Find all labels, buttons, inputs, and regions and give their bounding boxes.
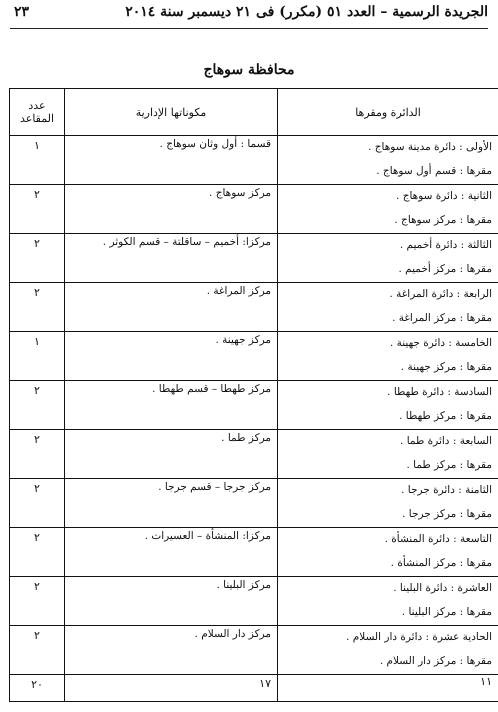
district-name: الحادية عشرة : دائرة دار السلام . [346,631,492,643]
table-row [10,381,498,430]
district-cell [278,136,498,185]
table-row [10,234,498,283]
district-seat: مقرها : مركز أخميم . [398,263,492,275]
district-name: السادسة : دائرة طهطا . [387,386,492,398]
district-seat: مقرها : مركز البلينا . [401,606,492,618]
components-cell: مركز طهطا – قسم طهطا . [65,381,278,430]
components-cell: مركزا: أخميم – ساقلتة – قسم الكوثر . [65,234,278,283]
district-name: السابعة : دائرة طما . [400,435,492,447]
table-row [10,528,498,577]
district-seat: مقرها : مركز جهينة . [400,361,492,373]
components-cell: مركزا: المنشأة – العسيرات . [65,528,278,577]
seats-cell: ٢ [10,626,65,675]
district-seat: مقرها : قسم أول سوهاج . [376,165,492,177]
district-name: الخامسة : دائرة جهينة . [389,337,492,349]
components-cell: مركز جهينة . [65,332,278,381]
section-title: محافظة سوهاج [203,62,295,78]
district-seat: مقرها : مركز دار السلام . [379,655,492,667]
district-cell [278,528,498,577]
district-seat: مقرها : مركز سوهاج . [394,214,492,226]
district-seat: مقرها : مركز جرجا . [402,508,492,520]
seats-cell: ١ [10,136,65,185]
gazette-title: الجريدة الرسمية – العدد ٥١ (مكرر) فى ٢١ ديسمبر سنة ٢٠١٤ [125,4,488,20]
district-name: الثالثة : دائرة أخميم . [399,239,492,251]
district-name: التاسعة : دائرة المنشأة . [384,533,492,545]
district-cell [278,577,498,626]
page-number: ٢٣ [14,4,30,20]
total-components: ١٧ [65,675,278,702]
components-cell: مركز المراغة . [65,283,278,332]
page-header [10,0,488,26]
total-seats: ٢٠ [10,675,65,702]
district-cell [278,479,498,528]
district-cell [278,381,498,430]
components-cell: مركز سوهاج . [65,185,278,234]
district-name: الثانية : دائرة سوهاج . [396,190,492,202]
district-seat: مقرها : مركز طهطا . [399,410,492,422]
district-seat: مقرها : مركز المراغة . [392,312,492,324]
table-row [10,479,498,528]
table-row [10,185,498,234]
district-name: الثامنة : دائرة جرجا . [401,484,492,496]
district-cell [278,234,498,283]
seats-cell: ٢ [10,234,65,283]
district-cell [278,430,498,479]
totals-row [10,675,498,702]
column-header-components: مكوناتها الإدارية [65,89,278,136]
components-cell: مركز جرجا – قسم جرجا . [65,479,278,528]
district-cell [278,626,498,675]
header-divider [10,28,488,29]
district-name: الرابعة : دائرة المراغة . [389,288,492,300]
district-cell [278,332,498,381]
column-header-district: الدائرة ومقرها [278,89,498,136]
district-cell [278,283,498,332]
table-header-row [10,89,498,136]
district-name: العاشرة : دائرة البلينا . [393,582,492,594]
table-row [10,332,498,381]
table-row [10,283,498,332]
components-cell: مركز طما . [65,430,278,479]
seats-cell: ٢ [10,528,65,577]
components-cell: قسما : أول وثان سوهاج . [65,136,278,185]
table-row [10,430,498,479]
district-seat: مقرها : مركز المنشأة . [390,557,492,569]
table-row [10,136,498,185]
components-cell: مركز البلينا . [65,577,278,626]
table-row [10,577,498,626]
components-cell: مركز دار السلام . [65,626,278,675]
total-districts: ١١ [278,675,498,702]
table-row [10,626,498,675]
seats-cell: ٢ [10,185,65,234]
district-seat: مقرها : مركز طما . [406,459,492,471]
district-name: الأولى : دائرة مدينة سوهاج . [368,141,492,153]
seats-cell: ٢ [10,479,65,528]
districts-table [9,88,498,702]
column-header-seats: عدد المقاعد [10,89,65,136]
seats-cell: ١ [10,332,65,381]
seats-cell: ٢ [10,430,65,479]
seats-cell: ٢ [10,283,65,332]
district-cell [278,185,498,234]
seats-cell: ٢ [10,381,65,430]
seats-cell: ٢ [10,577,65,626]
